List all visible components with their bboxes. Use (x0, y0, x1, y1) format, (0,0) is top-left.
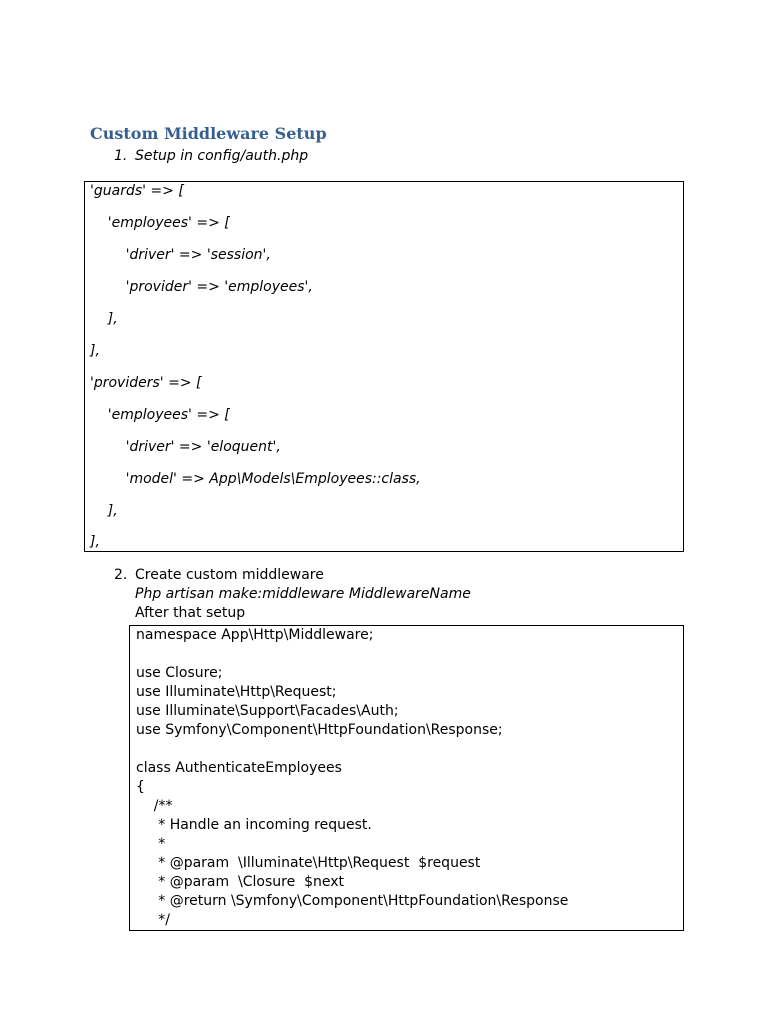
step-2-number: 2. (114, 567, 128, 583)
code-line: use Illuminate\Support\Facades\Auth; (136, 703, 399, 719)
code-line: ], (90, 311, 118, 327)
code-line: use Closure; (136, 665, 223, 681)
step-2-text: Create custom middleware (135, 567, 324, 583)
code-line: { (136, 779, 145, 795)
code-line: 'provider' => 'employees', (90, 279, 313, 295)
code-line: ], (90, 534, 100, 550)
code-line: * @return \Symfony\Component\HttpFoundation\Response (136, 893, 569, 909)
section-heading: Custom Middleware Setup (90, 124, 327, 143)
after-that-setup-text: After that setup (135, 605, 246, 621)
code-line: * @param \Closure $next (136, 874, 345, 890)
step-1-number: 1. (114, 148, 128, 164)
code-line: 'employees' => [ (90, 407, 230, 423)
artisan-command: Php artisan make:middleware MiddlewareName (135, 586, 471, 602)
code-line: */ (136, 912, 170, 928)
code-line: 'driver' => 'eloquent', (90, 439, 281, 455)
code-line: 'model' => App\Models\Employees::class, (90, 471, 421, 487)
step-1-text: Setup in config/auth.php (135, 148, 309, 164)
code-line: 'driver' => 'session', (90, 247, 271, 263)
code-line: /** (136, 798, 173, 814)
code-line: use Symfony\Component\HttpFoundation\Response; (136, 722, 503, 738)
code-line: 'providers' => [ (90, 375, 202, 391)
code-line: * Handle an incoming request. (136, 817, 372, 833)
auth-config-code-box (84, 181, 684, 552)
code-line: 'employees' => [ (90, 215, 230, 231)
code-line: * (136, 836, 166, 852)
middleware-code-box (129, 625, 684, 931)
code-line: class AuthenticateEmployees (136, 760, 342, 776)
code-line: namespace App\Http\Middleware; (136, 627, 374, 643)
code-line: use Illuminate\Http\Request; (136, 684, 337, 700)
code-line: ], (90, 343, 100, 359)
code-line: 'guards' => [ (90, 183, 184, 199)
code-line: * @param \Illuminate\Http\Request $request (136, 855, 481, 871)
code-line: ], (90, 503, 118, 519)
